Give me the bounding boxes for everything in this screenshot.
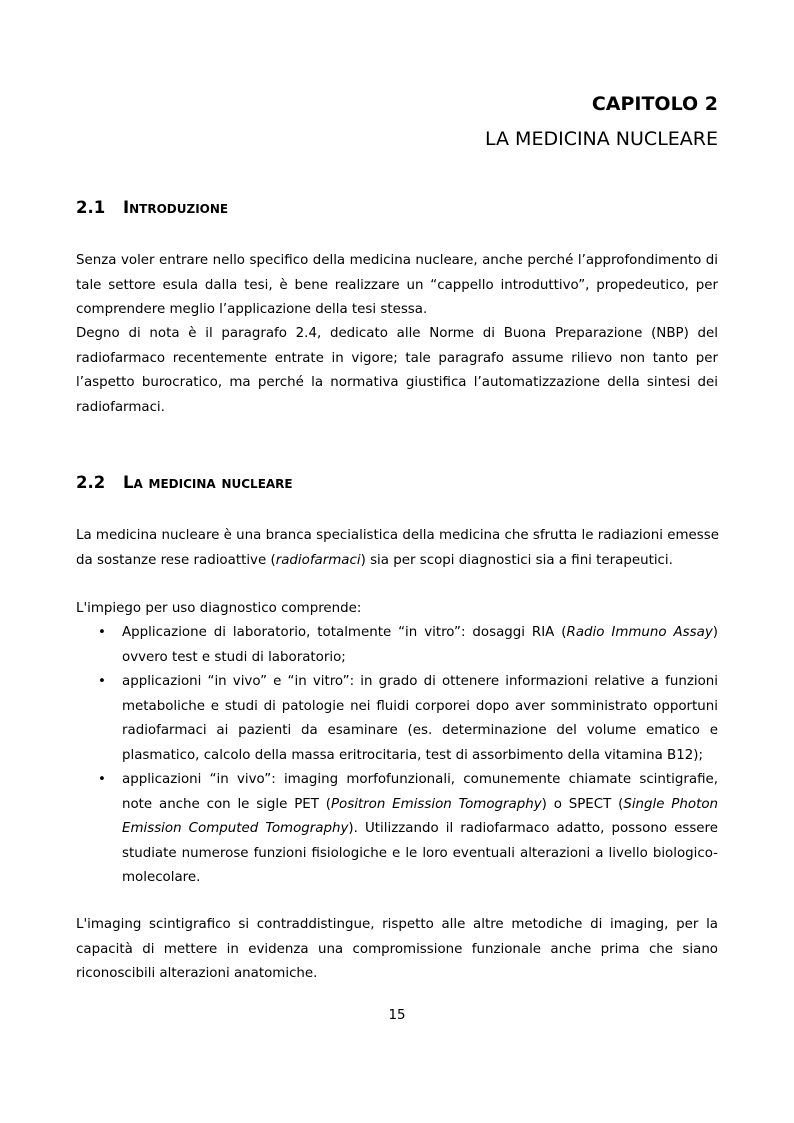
text-line: riconoscibili alterazioni anatomiche. <box>76 966 318 981</box>
text-line: capacità di mettere in evidenza una compromissione funzionale anche prima che siano <box>76 941 718 957</box>
list-item <box>76 768 718 891</box>
nuclear-paragraph-1 <box>76 524 718 573</box>
text-line: L'impiego per uso diagnostico comprende: <box>76 601 362 616</box>
list-item <box>76 621 718 670</box>
text-line: Applicazione di laboratorio, totalmente “in vitro”: dosaggi RIA (Radio Immuno Assay) <box>122 625 718 640</box>
text-line: da sostanze rese radioattive (radiofarmaci) sia per scopi diagnostici sia a fini terapeutici. <box>76 552 673 568</box>
intro-paragraph-2 <box>76 322 718 420</box>
chapter-number: CAPITOLO 2 <box>591 93 718 115</box>
text-line: plasmatico, calcolo della massa eritrocitaria, test di assorbimento della vitamina B12); <box>122 747 704 763</box>
text-line: radiofarmaci. <box>76 399 165 415</box>
bullet-icon: • <box>98 772 106 787</box>
text-line: Senza voler entrare nello specifico della medicina nucleare, anche perché l’approfondimento di <box>76 253 718 268</box>
text-line: Emission Computed Tomography). Utilizzando il radiofarmaco adatto, possono essere <box>122 821 718 836</box>
list-item <box>76 670 718 768</box>
text-line: molecolare. <box>122 870 201 885</box>
text-line: L'imaging scintigrafico si contraddistingue, rispetto alle altre metodiche di imaging, per la <box>76 917 718 932</box>
list-intro <box>76 597 718 622</box>
text-line: note anche con le sigle PET (Positron Emission Tomography) o SPECT (Single Photon <box>122 796 718 812</box>
text-line: metaboliche e studi di patologie nei fluidi corporei dopo aver somministrato opportuni <box>122 698 718 714</box>
text-line: ovvero test e studi di laboratorio; <box>122 649 346 665</box>
closing-paragraph <box>76 913 718 987</box>
bullet-icon: • <box>98 674 106 689</box>
text-line: tale settore esula dalla tesi, è bene realizzare un “cappello introduttivo”, propedeutico, per <box>76 277 718 293</box>
intro-paragraph-1 <box>76 249 718 323</box>
section-title: La medicina nucleare <box>123 473 293 492</box>
bullet-icon: • <box>98 625 106 640</box>
text-line: radiofarmaco recentemente entrate in vigore; tale paragrafo assume rilievo non tanto per <box>76 350 718 366</box>
text-line: applicazioni “in vivo” e “in vitro”: in grado di ottenere informazioni relative a funzioni <box>122 674 718 689</box>
section-title: Introduzione <box>123 198 229 217</box>
text-line: radiofarmaci ai pazienti da esaminare (es. determinazione del volume ematico e <box>122 723 718 738</box>
section-number: 2.1 <box>76 198 106 217</box>
text-line: La medicina nucleare è una branca specialistica della medicina che sfrutta le radiazioni emesse <box>76 528 719 543</box>
section-number: 2.2 <box>76 473 106 492</box>
section-heading-medicina-nucleare <box>76 473 293 492</box>
text-line: studiate numerose funzioni fisiologiche e le loro eventuali alterazioni a livello biologico- <box>122 845 718 861</box>
text-line: applicazioni “in vivo”: imaging morfofunzionali, comunemente chiamate scintigrafie, <box>122 772 718 787</box>
diagnostic-uses-list <box>76 621 718 891</box>
emphasis: radiofarmaci <box>275 552 361 568</box>
chapter-title: LA MEDICINA NUCLEARE <box>485 128 718 150</box>
text-line: comprendere meglio l’applicazione della tesi stessa. <box>76 302 428 317</box>
section-heading-introduzione <box>76 198 228 217</box>
page-number: 15 <box>388 1008 406 1023</box>
text-line: l’aspetto burocratico, ma perché la normativa giustifica l’automatizzazione della sintesi dei <box>76 375 718 390</box>
text-line: Degno di nota è il paragrafo 2.4, dedicato alle Norme di Buona Preparazione (NBP) del <box>76 326 718 341</box>
